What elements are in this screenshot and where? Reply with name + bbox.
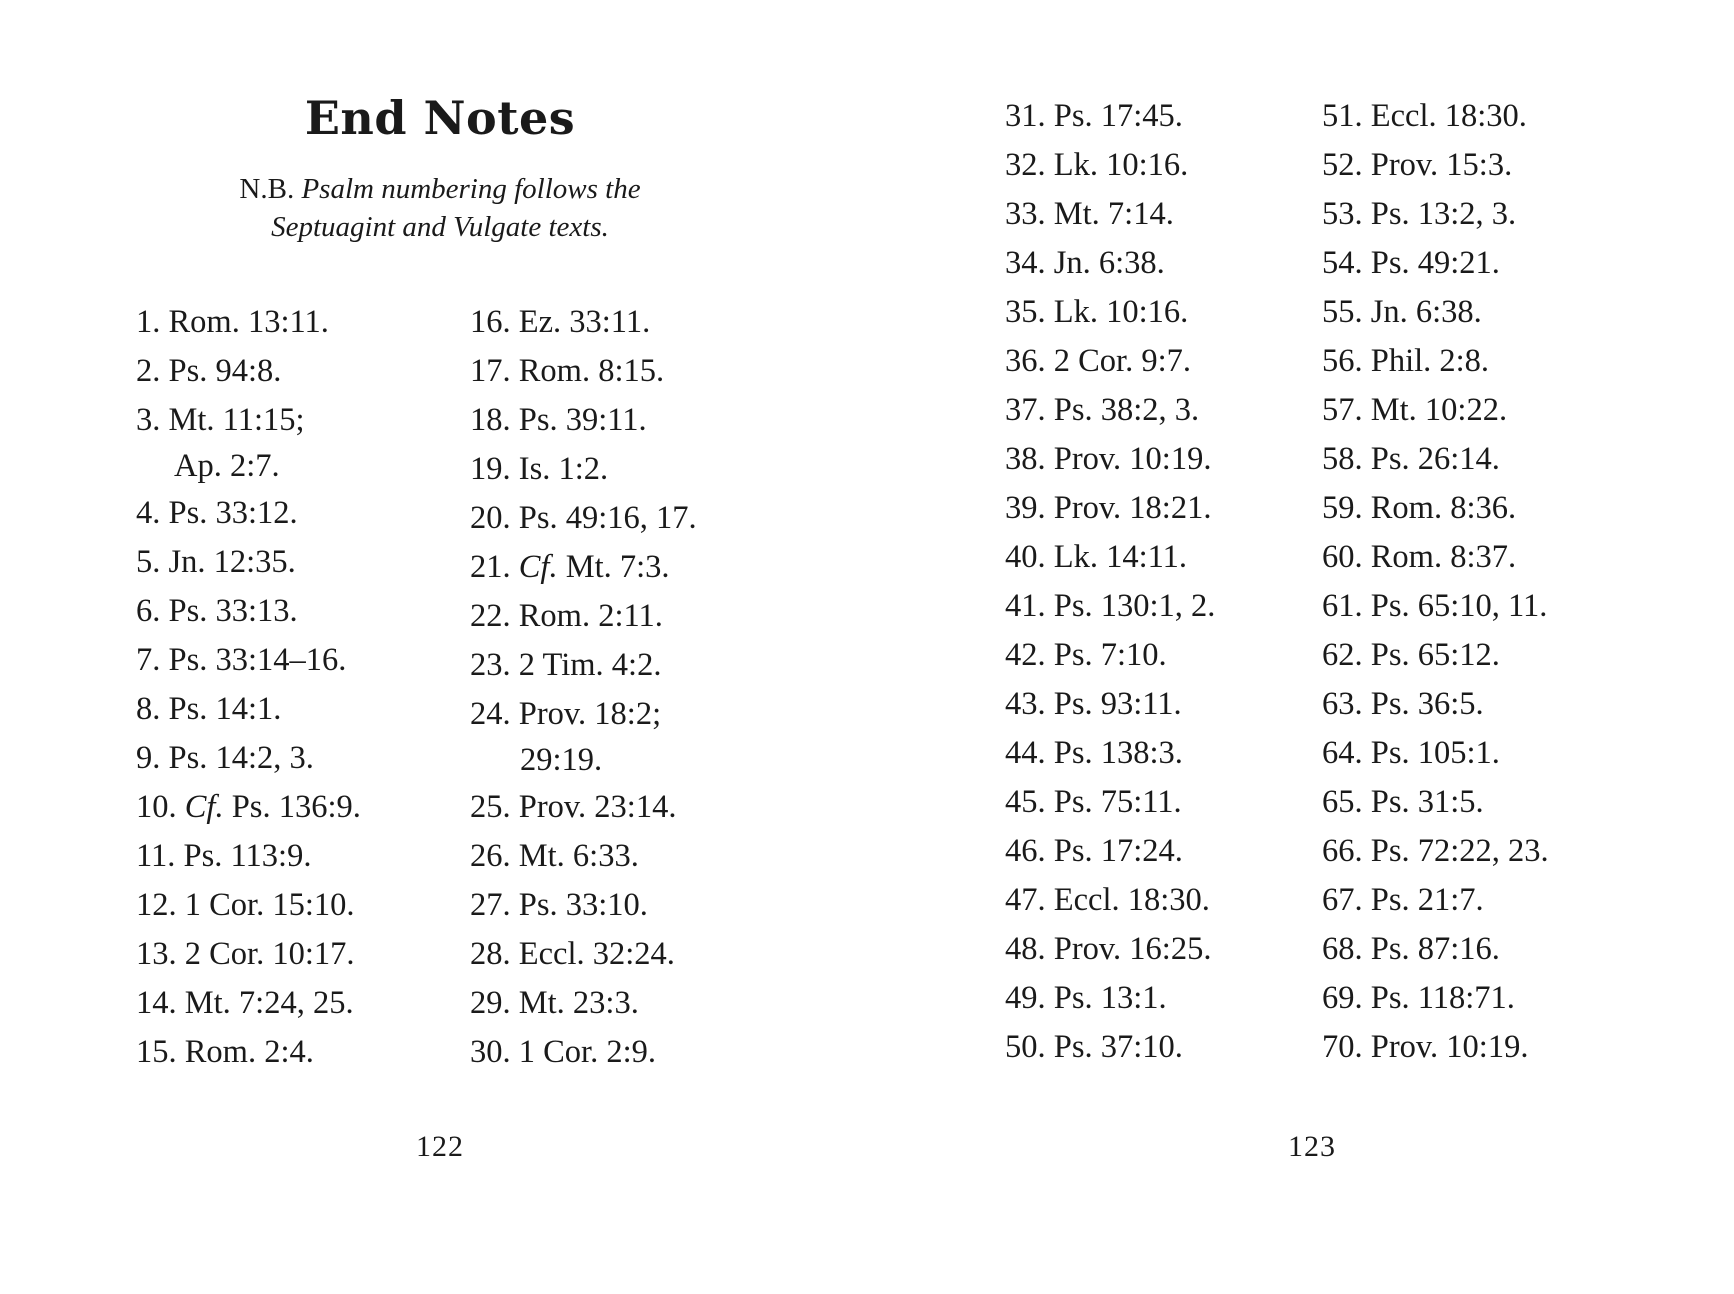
notes-column-4 — [1322, 92, 1549, 1072]
note-38: 38. Prov. 10:19. — [1005, 441, 1212, 477]
note-44: 44. Ps. 138:3. — [1005, 735, 1183, 771]
note-23: 23. 2 Tim. 4:2. — [470, 647, 662, 683]
note-60: 60. Rom. 8:37. — [1322, 539, 1517, 575]
right-page — [867, 0, 1734, 1294]
note-46: 46. Ps. 17:24. — [1005, 833, 1183, 869]
note-6: 6. Ps. 33:13. — [136, 593, 298, 629]
note-64: 64. Ps. 105:1. — [1322, 735, 1500, 771]
note-33: 33. Mt. 7:14. — [1005, 196, 1174, 232]
page-number-right: 123 — [1288, 1130, 1336, 1163]
note-58: 58. Ps. 26:14. — [1322, 441, 1500, 477]
note-45: 45. Ps. 75:11. — [1005, 784, 1182, 820]
note-28: 28. Eccl. 32:24. — [470, 936, 675, 972]
note-63: 63. Ps. 36:5. — [1322, 686, 1484, 722]
note-61: 61. Ps. 65:10, 11. — [1322, 588, 1548, 624]
note-50: 50. Ps. 37:10. — [1005, 1029, 1183, 1065]
note-10-number: 10. — [136, 789, 177, 825]
note-21-ref: Mt. 7:3. — [565, 549, 670, 585]
note-13: 13. 2 Cor. 10:17. — [136, 936, 355, 972]
note-32: 32. Lk. 10:16. — [1005, 147, 1189, 183]
notes-column-1 — [136, 298, 361, 1077]
note-68: 68. Ps. 87:16. — [1322, 931, 1500, 967]
note-35: 35. Lk. 10:16. — [1005, 294, 1189, 330]
note-62: 62. Ps. 65:12. — [1322, 637, 1500, 673]
note-55: 55. Jn. 6:38. — [1322, 294, 1482, 330]
note-21 — [470, 543, 697, 592]
note-9: 9. Ps. 14:2, 3. — [136, 740, 314, 776]
note-21-cf: Cf. — [518, 549, 558, 585]
note-15: 15. Rom. 2:4. — [136, 1034, 314, 1070]
note-34: 34. Jn. 6:38. — [1005, 245, 1165, 281]
note-69: 69. Ps. 118:71. — [1322, 980, 1515, 1016]
notes-column-2 — [470, 298, 697, 1077]
note-40: 40. Lk. 14:11. — [1005, 539, 1188, 575]
note-14: 14. Mt. 7:24, 25. — [136, 985, 354, 1021]
note-20: 20. Ps. 49:16, 17. — [470, 500, 697, 536]
note-24 — [470, 690, 697, 781]
note-3 — [136, 396, 361, 487]
note-text-1: Psalm numbering follows the — [301, 173, 641, 205]
note-7: 7. Ps. 33:14–16. — [136, 642, 347, 678]
note-39: 39. Prov. 18:21. — [1005, 490, 1212, 526]
note-41: 41. Ps. 130:1, 2. — [1005, 588, 1216, 624]
note-56: 56. Phil. 2:8. — [1322, 343, 1490, 379]
note-54: 54. Ps. 49:21. — [1322, 245, 1500, 281]
note-48: 48. Prov. 16:25. — [1005, 931, 1212, 967]
note-42: 42. Ps. 7:10. — [1005, 637, 1167, 673]
page-number-left: 122 — [416, 1130, 464, 1163]
note-31: 31. Ps. 17:45. — [1005, 98, 1183, 134]
note-19: 19. Is. 1:2. — [470, 451, 609, 487]
note-11: 11. Ps. 113:9. — [136, 838, 312, 874]
psalm-numbering-note — [0, 170, 880, 246]
note-29: 29. Mt. 23:3. — [470, 985, 639, 1021]
note-37: 37. Ps. 38:2, 3. — [1005, 392, 1200, 428]
note-21-number: 21. — [470, 549, 511, 585]
notes-column-3 — [1005, 92, 1215, 1072]
note-3-line-2: Ap. 2:7. — [174, 448, 280, 484]
note-17: 17. Rom. 8:15. — [470, 353, 665, 389]
note-24-line-2: 29:19. — [520, 742, 603, 778]
note-18: 18. Ps. 39:11. — [470, 402, 647, 438]
note-49: 49. Ps. 13:1. — [1005, 980, 1167, 1016]
note-line-1 — [0, 170, 880, 208]
note-26: 26. Mt. 6:33. — [470, 838, 639, 874]
note-30: 30. 1 Cor. 2:9. — [470, 1034, 656, 1070]
note-22: 22. Rom. 2:11. — [470, 598, 663, 634]
note-3-line-1: 3. Mt. 11:15; — [136, 402, 305, 438]
note-43: 43. Ps. 93:11. — [1005, 686, 1182, 722]
note-5: 5. Jn. 12:35. — [136, 544, 296, 580]
note-10 — [136, 783, 361, 832]
note-51: 51. Eccl. 18:30. — [1322, 98, 1527, 134]
page-title: End Notes — [304, 91, 576, 145]
note-text-2: Septuagint and Vulgate texts. — [271, 211, 609, 243]
note-67: 67. Ps. 21:7. — [1322, 882, 1484, 918]
note-52: 52. Prov. 15:3. — [1322, 147, 1513, 183]
note-65: 65. Ps. 31:5. — [1322, 784, 1484, 820]
note-25: 25. Prov. 23:14. — [470, 789, 677, 825]
note-66: 66. Ps. 72:22, 23. — [1322, 833, 1549, 869]
note-24-line-1: 24. Prov. 18:2; — [470, 696, 662, 732]
note-12: 12. 1 Cor. 15:10. — [136, 887, 355, 923]
note-10-ref: Ps. 136:9. — [231, 789, 361, 825]
note-36: 36. 2 Cor. 9:7. — [1005, 343, 1191, 379]
note-59: 59. Rom. 8:36. — [1322, 490, 1517, 526]
note-27: 27. Ps. 33:10. — [470, 887, 648, 923]
note-1: 1. Rom. 13:11. — [136, 304, 329, 340]
note-53: 53. Ps. 13:2, 3. — [1322, 196, 1517, 232]
note-70: 70. Prov. 10:19. — [1322, 1029, 1529, 1065]
note-57: 57. Mt. 10:22. — [1322, 392, 1508, 428]
note-8: 8. Ps. 14:1. — [136, 691, 282, 727]
note-prefix: N.B. — [239, 173, 295, 205]
note-16: 16. Ez. 33:11. — [470, 304, 651, 340]
note-47: 47. Eccl. 18:30. — [1005, 882, 1210, 918]
note-4: 4. Ps. 33:12. — [136, 495, 298, 531]
note-10-cf: Cf. — [184, 789, 224, 825]
note-2: 2. Ps. 94:8. — [136, 353, 282, 389]
